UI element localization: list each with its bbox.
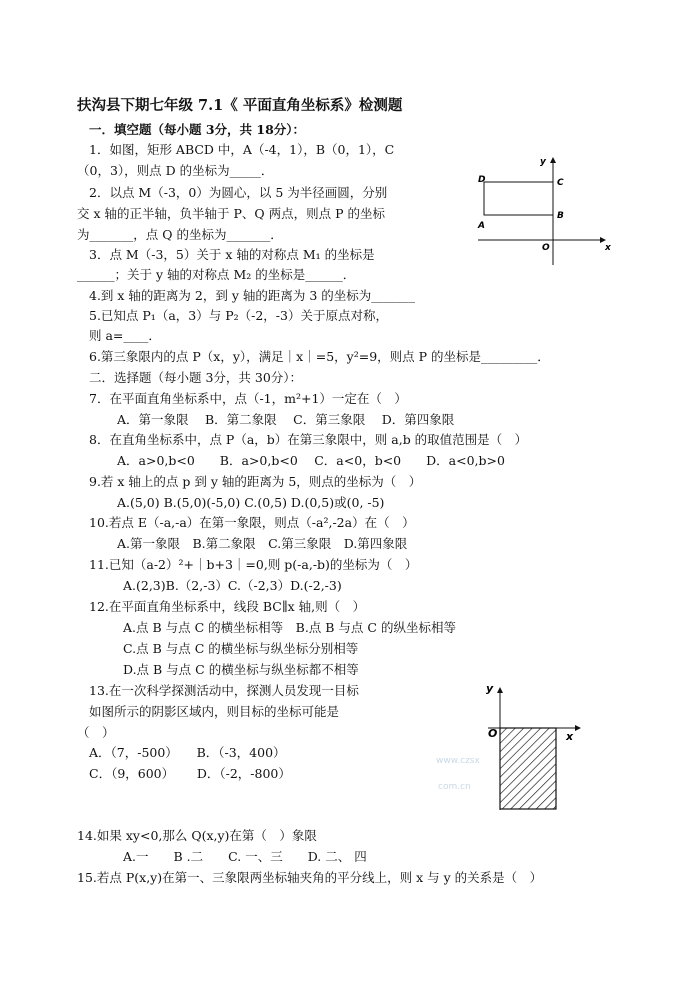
point-a-label: A bbox=[478, 221, 485, 231]
q13-options-cd: C．（9，600） D．（-2，-800） bbox=[89, 766, 291, 781]
q1-line1: 1．如图，矩形 ABCD 中，A（-4，1），B（0，1），C bbox=[89, 142, 395, 157]
q2-line1: 2．以点 M（-3，0）为圆心，以 5 为半径画圆，分别 bbox=[89, 185, 388, 200]
q12: 12.在平面直角坐标系中，线段 BC∥x 轴,则（ ） bbox=[89, 599, 366, 614]
q12-option-ab: A.点 B 与点 C 的横坐标相等 B.点 B 与点 C 的纵坐标相等 bbox=[123, 620, 456, 635]
x-axis-label: x bbox=[566, 730, 574, 743]
section-choice-heading: 二．选择题（每小题 3分，共 30分）： bbox=[89, 370, 303, 385]
x-axis-label: x bbox=[605, 243, 611, 253]
point-c-label: C bbox=[557, 178, 564, 188]
q14-options: A.一 B .二 C. 一、三 D. 二、 四 bbox=[123, 849, 367, 864]
q11-options: A.(2,3)B.（2,-3）C.（-2,3）D.(-2,-3) bbox=[123, 578, 342, 593]
q15: 15.若点 P(x,y)在第一、三象限两坐标轴夹角的平分线上，则 x 与 y 的关系是（ ） bbox=[77, 870, 543, 885]
shaded-region bbox=[500, 728, 556, 809]
q2-line3: 为_______，点 Q 的坐标为_______． bbox=[77, 227, 283, 242]
q11: 11.已知（a-2）²+｜b+3｜=0,则 p(-a,-b)的坐标为（ ） bbox=[89, 557, 418, 572]
q13-line1: 13.在一次科学探测活动中，探测人员发现一目标 bbox=[89, 683, 359, 698]
q13-line3: （ ） bbox=[77, 725, 115, 740]
q1-line2: （0，3），则点 D 的坐标为_____． bbox=[77, 163, 274, 178]
q8: 8．在直角坐标系中，点 P（a，b）在第三象限中，则 a,b 的取值范围是（ ） bbox=[89, 432, 528, 447]
q7-options: A．第一象限 B．第二象限 C．第三象限 D．第四象限 bbox=[117, 412, 455, 427]
q13-options-ab: A．（7，-500） B．（-3，400） bbox=[89, 745, 286, 760]
origin-label: O bbox=[542, 243, 550, 253]
q12-option-c: C.点 B 与点 C 的横坐标与纵坐标分别相等 bbox=[123, 641, 359, 656]
q9: 9.若 x 轴上的点 p 到 y 轴的距离为 5，则点的坐标为（ ） bbox=[89, 474, 422, 489]
watermark-line2: com.cn bbox=[438, 782, 471, 792]
document-title: 扶沟县下期七年级 7.1《 平面直角坐标系》检测题 bbox=[77, 97, 403, 114]
origin-label: O bbox=[488, 727, 498, 740]
q3-line2: ______；关于 y 轴的对称点 M₂ 的坐标是______． bbox=[77, 267, 356, 282]
point-b-label: B bbox=[557, 211, 564, 221]
q4: 4.到 x 轴的距离为 2，到 y 轴的距离为 3 的坐标为_______ bbox=[89, 288, 416, 303]
q10: 10.若点 E（-a,-a）在第一象限，则点（-a²,-2a）在（ ） bbox=[89, 515, 415, 530]
q7: 7．在平面直角坐标系中，点（-1，m²+1）一定在（ ） bbox=[89, 391, 407, 406]
q2-line2: 交 x 轴的正半轴，负半轴于 P、Q 两点，则点 P 的坐标 bbox=[77, 206, 385, 221]
shaded-region-figure bbox=[478, 680, 588, 815]
q5-line2: 则 a=____． bbox=[89, 328, 161, 343]
rectangle-abcd bbox=[484, 182, 553, 215]
y-axis-label: y bbox=[540, 157, 546, 167]
rectangle-coordinate-figure bbox=[470, 150, 620, 270]
q6: 6.第三象限内的点 P（x，y），满足｜x｜=5，y²=9，则点 P 的坐标是_________． bbox=[89, 349, 550, 364]
y-axis-label: y bbox=[486, 682, 494, 695]
point-d-label: D bbox=[478, 175, 486, 185]
q5-line1: 5.已知点 P₁（a，3）与 P₂（-2，-3）关于原点对称， bbox=[89, 308, 388, 323]
q14: 14.如果 xy<0,那么 Q(x,y)在第（ ）象限 bbox=[77, 828, 317, 843]
q12-option-d: D.点 B 与点 C 的横坐标与纵坐标都不相等 bbox=[123, 662, 359, 677]
q10-options: A.第一象限 B.第二象限 C.第三象限 D.第四象限 bbox=[117, 536, 408, 551]
q13-line2: 如图所示的阴影区域内，则目标的坐标可能是 bbox=[89, 704, 340, 719]
watermark-line1: www.czsx bbox=[436, 756, 480, 766]
q3-line1: 3．点 M（-3，5）关于 x 轴的对称点 M₁ 的坐标是 bbox=[89, 247, 375, 262]
section-fill-blank-heading: 一．填空题（每小题 3分，共 18分）： bbox=[89, 122, 306, 137]
q9-options: A.(5,0) B.(5,0)(-5,0) C.(0,5) D.(0,5)或(0, -5) bbox=[117, 495, 385, 510]
q8-options: A．a>0,b<0 B．a>0,b<0 C．a<0，b<0 D．a<0,b>0 bbox=[117, 453, 505, 468]
